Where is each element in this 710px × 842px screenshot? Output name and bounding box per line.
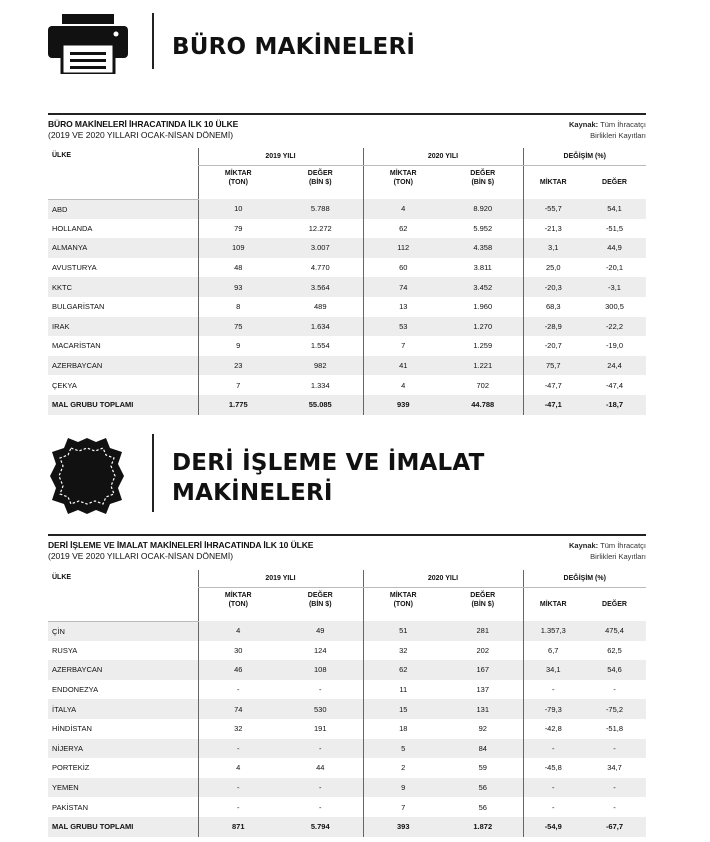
col-qty-2019: MİKTAR (TON) — [198, 588, 278, 622]
country-cell: MAL GRUBU TOPLAMI — [52, 400, 134, 410]
val-2019-cell: 124 — [313, 645, 327, 655]
source-text: Tüm İhracatçı — [600, 120, 646, 129]
chg-val-cell: 54,1 — [607, 204, 622, 214]
country-cell: AZERBAYCAN — [52, 665, 103, 675]
chg-val-cell: 300,5 — [605, 302, 624, 312]
section-title-line: MAKİNELERİ — [172, 480, 333, 506]
chg-qty-cell: 6,7 — [523, 641, 583, 661]
qty-2020-cell: 51 — [363, 621, 443, 641]
qty-2020-cell: 18 — [363, 719, 443, 739]
chg-qty-cell: 1.357,3 — [523, 621, 583, 641]
val-2020-cell: 281 — [476, 626, 489, 636]
col-group-2020: 2020 YILI — [363, 570, 523, 588]
val-2019-cell: 49 — [316, 626, 325, 636]
val-2019-cell: - — [319, 783, 322, 793]
chg-qty-cell: - — [523, 797, 583, 817]
table-row — [48, 317, 646, 337]
chg-qty-cell: -47,7 — [523, 375, 583, 395]
table-body — [48, 621, 646, 837]
section-leather-machines — [0, 420, 710, 842]
country-cell: IRAK — [52, 321, 70, 331]
source-text: Birlikleri Kayıtları — [590, 131, 646, 140]
printer-icon — [48, 14, 128, 74]
country-cell: AVUSTURYA — [52, 263, 97, 273]
chg-val-cell: -3,1 — [608, 282, 621, 292]
chg-qty-cell: -55,7 — [523, 199, 583, 219]
val-2019-cell: 1.634 — [310, 321, 330, 331]
country-cell: NİJERYA — [52, 743, 83, 753]
data-table — [48, 570, 646, 837]
qty-2019-cell: - — [198, 739, 278, 759]
chg-qty-cell: 75,7 — [523, 356, 583, 376]
col-group-2020: 2020 YILI — [363, 148, 523, 166]
col-chg-val: DEĞER — [602, 601, 627, 608]
qty-2020-cell: 15 — [363, 699, 443, 719]
table-row — [48, 778, 646, 798]
chg-qty-cell: -20,3 — [523, 277, 583, 297]
table-title: BÜRO MAKİNELERİ İHRACATINDA İLK 10 ÜLKE — [48, 119, 239, 129]
val-2019-cell: 108 — [313, 665, 327, 675]
chg-val-cell: -75,2 — [605, 704, 624, 714]
val-2019-cell: 530 — [313, 704, 327, 714]
chg-qty-cell: 25,0 — [523, 258, 583, 278]
country-cell: İTALYA — [52, 704, 77, 714]
chg-qty-cell: -54,9 — [523, 817, 583, 837]
qty-2019-cell: 32 — [198, 719, 278, 739]
col-country: ÜLKE — [48, 148, 198, 199]
val-2019-cell: - — [319, 685, 322, 695]
table-row — [48, 277, 646, 297]
chg-val-cell: -47,4 — [605, 380, 624, 390]
qty-2019-cell: 10 — [198, 199, 278, 219]
qty-2020-cell: 5 — [363, 739, 443, 759]
table-top-rule — [48, 113, 646, 115]
qty-2020-cell: 7 — [363, 797, 443, 817]
qty-2019-cell: 79 — [198, 219, 278, 239]
qty-2019-cell: 9 — [198, 336, 278, 356]
source-note — [569, 119, 646, 141]
val-2020-cell: 84 — [478, 743, 487, 753]
leather-hide-icon — [48, 436, 126, 516]
qty-2020-cell: 4 — [363, 375, 443, 395]
val-2020-cell: 131 — [476, 704, 489, 714]
val-2019-cell: 3.564 — [310, 282, 330, 292]
col-group-change: DEĞİŞİM (%) — [523, 570, 646, 588]
country-cell: ABD — [52, 204, 68, 214]
chg-val-cell: - — [613, 783, 616, 793]
val-2019-cell: 1.554 — [310, 341, 330, 351]
qty-2020-cell: 62 — [363, 660, 443, 680]
qty-2020-cell: 393 — [363, 817, 443, 837]
table-row — [48, 199, 646, 219]
val-2019-cell: - — [319, 802, 322, 812]
qty-2019-cell: 75 — [198, 317, 278, 337]
section-title — [172, 448, 485, 508]
qty-2019-cell: 48 — [198, 258, 278, 278]
country-cell: KKTC — [52, 282, 73, 292]
table-row — [48, 719, 646, 739]
col-val-2019: DEĞER (BİN $) — [307, 170, 333, 186]
qty-2019-cell: 8 — [198, 297, 278, 317]
qty-2019-cell: 30 — [198, 641, 278, 661]
chg-val-cell: 44,9 — [607, 243, 622, 253]
table-row — [48, 356, 646, 376]
val-2020-cell: 1.960 — [473, 302, 493, 312]
qty-2020-cell: 7 — [363, 336, 443, 356]
chg-qty-cell: - — [523, 778, 583, 798]
table-body — [48, 199, 646, 415]
chg-qty-cell: 34,1 — [523, 660, 583, 680]
qty-2020-cell: 939 — [363, 395, 443, 415]
table-row — [48, 758, 646, 778]
section-title-line: DERİ İŞLEME VE İMALAT — [172, 450, 485, 476]
qty-2019-cell: 4 — [198, 621, 278, 641]
table-row — [48, 258, 646, 278]
val-2020-cell: 702 — [476, 380, 489, 390]
chg-val-cell: 24,4 — [607, 361, 622, 371]
qty-2020-cell: 9 — [363, 778, 443, 798]
val-2020-cell: 1.872 — [473, 822, 493, 832]
source-text: Birlikleri Kayıtları — [590, 552, 646, 561]
col-val-2020: DEĞER (BİN $) — [470, 170, 496, 186]
col-qty-2019: MİKTAR (TON) — [198, 166, 278, 200]
chg-val-cell: -18,7 — [605, 400, 624, 410]
qty-2019-cell: 7 — [198, 375, 278, 395]
col-val-2020: DEĞER (BİN $) — [470, 592, 496, 608]
val-2020-cell: 1.270 — [473, 321, 493, 331]
val-2019-cell: 5.794 — [310, 822, 330, 832]
col-group-2019: 2019 YILI — [198, 148, 363, 166]
total-row — [48, 395, 646, 415]
val-2019-cell: 55.085 — [308, 400, 332, 410]
val-2020-cell: 3.811 — [473, 263, 492, 273]
qty-2019-cell: 1.775 — [198, 395, 278, 415]
col-qty-2020: MİKTAR (TON) — [363, 588, 443, 622]
chg-qty-cell: - — [523, 739, 583, 759]
qty-2019-cell: 23 — [198, 356, 278, 376]
val-2020-cell: 5.952 — [473, 223, 493, 233]
table-row — [48, 699, 646, 719]
total-row — [48, 817, 646, 837]
table-row — [48, 680, 646, 700]
title-divider — [152, 13, 154, 69]
chg-qty-cell: -21,3 — [523, 219, 583, 239]
source-label: Kaynak: — [569, 541, 599, 550]
chg-val-cell: -22,2 — [605, 321, 624, 331]
country-cell: AZERBAYCAN — [52, 361, 103, 371]
chg-qty-cell: -42,8 — [523, 719, 583, 739]
section-title — [172, 34, 415, 60]
chg-val-cell: - — [613, 802, 616, 812]
section-title-line: BÜRO MAKİNELERİ — [172, 34, 416, 60]
qty-2019-cell: 46 — [198, 660, 278, 680]
chg-qty-cell: -45,8 — [523, 758, 583, 778]
country-cell: MAL GRUBU TOPLAMI — [52, 822, 134, 832]
val-2019-cell: 982 — [313, 361, 327, 371]
country-cell: RUSYA — [52, 645, 78, 655]
source-label: Kaynak: — [569, 120, 599, 129]
val-2019-cell: 12.272 — [308, 223, 332, 233]
section-office-machines — [0, 0, 710, 420]
table-row — [48, 739, 646, 759]
chg-val-cell: 475,4 — [605, 626, 624, 636]
val-2019-cell: 4.770 — [310, 263, 330, 273]
val-2020-cell: 3.452 — [473, 282, 493, 292]
val-2020-cell: 56 — [478, 802, 487, 812]
chg-qty-cell: 68,3 — [523, 297, 583, 317]
qty-2020-cell: 13 — [363, 297, 443, 317]
title-divider — [152, 434, 154, 512]
val-2020-cell: 202 — [476, 645, 489, 655]
table-subtitle: (2019 VE 2020 YILLARI OCAK-NİSAN DÖNEMİ) — [48, 130, 234, 140]
val-2019-cell: 5.788 — [310, 204, 330, 214]
country-cell: PAKİSTAN — [52, 802, 88, 812]
table-row — [48, 797, 646, 817]
table-row — [48, 336, 646, 356]
chg-qty-cell: -47,1 — [523, 395, 583, 415]
val-2020-cell: 137 — [476, 685, 489, 695]
qty-2020-cell: 2 — [363, 758, 443, 778]
val-2020-cell: 4.358 — [473, 243, 493, 253]
val-2020-cell: 44.788 — [471, 400, 495, 410]
country-cell: ÇEKYA — [52, 380, 77, 390]
col-chg-qty: MİKTAR — [523, 166, 583, 200]
chg-val-cell: -19,0 — [605, 341, 624, 351]
table-row — [48, 375, 646, 395]
qty-2019-cell: 871 — [198, 817, 278, 837]
source-note — [569, 540, 646, 562]
chg-qty-cell: -28,9 — [523, 317, 583, 337]
qty-2019-cell: - — [198, 797, 278, 817]
chg-val-cell: 62,5 — [607, 645, 622, 655]
country-cell: YEMEN — [52, 783, 79, 793]
chg-val-cell: -51,8 — [605, 724, 624, 734]
table-subtitle: (2019 VE 2020 YILLARI OCAK-NİSAN DÖNEMİ) — [48, 551, 234, 561]
chg-val-cell: - — [613, 685, 616, 695]
chg-val-cell: - — [613, 743, 616, 753]
chg-val-cell: -20,1 — [605, 263, 624, 273]
data-table — [48, 148, 646, 415]
country-cell: ENDONEZYA — [52, 685, 99, 695]
chg-val-cell: 54,6 — [607, 665, 622, 675]
country-cell: MACARİSTAN — [52, 341, 101, 351]
qty-2019-cell: 4 — [198, 758, 278, 778]
val-2020-cell: 59 — [478, 763, 487, 773]
qty-2019-cell: - — [198, 778, 278, 798]
chg-val-cell: -51,5 — [605, 223, 624, 233]
chg-qty-cell: 3,1 — [523, 238, 583, 258]
qty-2020-cell: 11 — [363, 680, 443, 700]
qty-2020-cell: 112 — [363, 238, 443, 258]
val-2019-cell: - — [319, 743, 322, 753]
val-2020-cell: 1.259 — [473, 341, 493, 351]
col-val-2019: DEĞER (BİN $) — [307, 592, 333, 608]
chg-val-cell: -67,7 — [605, 822, 624, 832]
col-group-change: DEĞİŞİM (%) — [523, 148, 646, 166]
table-row — [48, 621, 646, 641]
qty-2019-cell: 109 — [198, 238, 278, 258]
qty-2019-cell: 74 — [198, 699, 278, 719]
table-top-rule — [48, 534, 646, 536]
val-2019-cell: 44 — [316, 763, 325, 773]
qty-2020-cell: 53 — [363, 317, 443, 337]
country-cell: ÇİN — [52, 626, 65, 636]
qty-2020-cell: 32 — [363, 641, 443, 661]
val-2020-cell: 167 — [476, 665, 489, 675]
qty-2019-cell: - — [198, 680, 278, 700]
country-cell: HİNDİSTAN — [52, 724, 92, 734]
col-chg-qty: MİKTAR — [523, 588, 583, 622]
qty-2019-cell: 93 — [198, 277, 278, 297]
qty-2020-cell: 4 — [363, 199, 443, 219]
val-2019-cell: 489 — [313, 302, 327, 312]
table-row — [48, 219, 646, 239]
chg-qty-cell: - — [523, 680, 583, 700]
table-title: DERİ İŞLEME VE İMALAT MAKİNELERİ İHRACATINDA İLK 10 ÜLKE — [48, 540, 314, 550]
chg-val-cell: 34,7 — [607, 763, 622, 773]
country-cell: BULGARİSTAN — [52, 302, 105, 312]
val-2019-cell: 191 — [313, 724, 327, 734]
country-cell: ALMANYA — [52, 243, 88, 253]
qty-2020-cell: 62 — [363, 219, 443, 239]
col-qty-2020: MİKTAR (TON) — [363, 166, 443, 200]
chg-qty-cell: -79,3 — [523, 699, 583, 719]
chg-qty-cell: -20,7 — [523, 336, 583, 356]
country-cell: PORTEKİZ — [52, 763, 90, 773]
col-group-2019: 2019 YILI — [198, 570, 363, 588]
val-2020-cell: 8.920 — [473, 204, 493, 214]
table-row — [48, 297, 646, 317]
table-row — [48, 660, 646, 680]
val-2020-cell: 92 — [478, 724, 487, 734]
col-country: ÜLKE — [48, 570, 198, 621]
table-row — [48, 238, 646, 258]
val-2020-cell: 1.221 — [473, 361, 493, 371]
qty-2020-cell: 74 — [363, 277, 443, 297]
source-text: Tüm İhracatçı — [600, 541, 646, 550]
country-cell: HOLLANDA — [52, 223, 93, 233]
val-2020-cell: 56 — [478, 783, 487, 793]
val-2019-cell: 3.007 — [310, 243, 330, 253]
table-row — [48, 641, 646, 661]
col-chg-val: DEĞER — [602, 179, 627, 186]
qty-2020-cell: 60 — [363, 258, 443, 278]
val-2019-cell: 1.334 — [310, 380, 330, 390]
qty-2020-cell: 41 — [363, 356, 443, 376]
